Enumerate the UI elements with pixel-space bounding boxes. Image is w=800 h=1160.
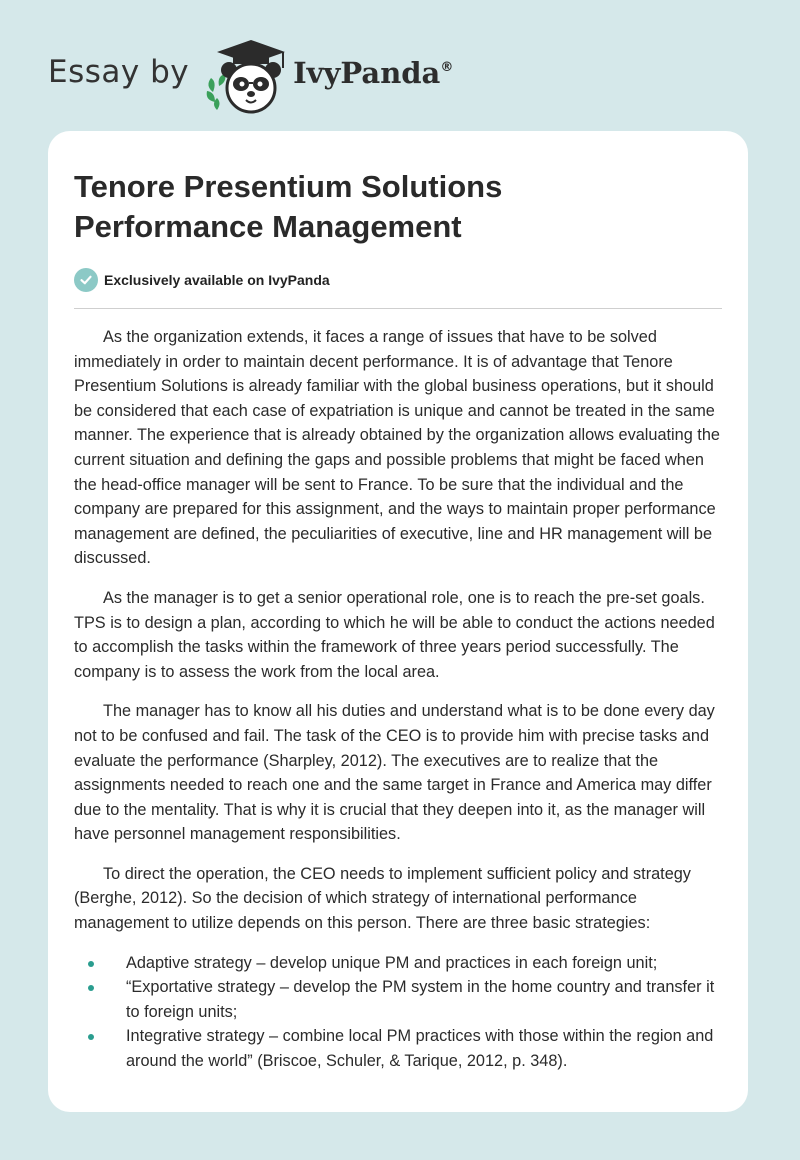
exclusive-badge (74, 268, 722, 292)
page-title (74, 167, 722, 247)
paragraph: To direct the operation, the CEO needs to implement sufficient policy and strategy (Berghe, 2012). So the decision of which strategy of international performance management to utilize depends on this person. There are three basic strategies: (74, 864, 691, 933)
list-item (74, 975, 722, 1024)
essay-body (74, 325, 722, 1074)
registered-mark: ® (440, 60, 454, 75)
check-circle-icon (74, 268, 98, 292)
paragraph: As the manager is to get a senior operational role, one is to reach the pre-set goals. TPS is to design a plan, according to which he will be able to conduct the actions needed to accomplish the tasks within the framework of three years period successfully. The company is to assess the work from the local area. (74, 588, 715, 681)
badge-text: Exclusively available on IvyPanda (104, 272, 330, 288)
list-item-text: “Exportative strategy – develop the PM system in the home country and transfer it to foreign units; (126, 978, 715, 1021)
essay-card (48, 131, 748, 1112)
strategy-list (74, 951, 722, 1074)
paragraph: As the organization extends, it faces a range of issues that have to be solved immediately in order to maintain decent performance. It is of advantage that Tenore Presentium Solutions is already familiar with the global business operations, but it should be considered that each case of expatriation is unique and cannot be treated in the same manner. The experience that is already obtained by the organization allows evaluating the current situation and defining the gaps and possible problems that might be faced when the head-office manager will be sent to France. To be sure that the individual and the company are prepared for this assignment, and the ways to maintain proper performance management are defined, the peculiarities of executive, line and HR management will be discussed. (74, 328, 720, 568)
brand-prefix: Essay by (48, 54, 190, 90)
list-item (74, 951, 722, 976)
paragraph: The manager has to know all his duties and understand what is to be done every day not to be confused and fail. The task of the CEO is to provide him with precise tasks and evaluate the performance (Sharpley, 2012). The executives are to realize that the assignments needed to reach one and the same target in France and America may differ due to the mentality. That is why it is crucial that they deepen into it, as the manager will have personnel management responsibilities. (74, 702, 715, 844)
brand-header[interactable] (48, 36, 453, 116)
panda-graduate-icon (203, 36, 289, 116)
title-line-1: Tenore Presentium Solutions (74, 169, 503, 204)
list-item (74, 1024, 722, 1073)
bullet-dot-icon (88, 961, 94, 967)
list-item-text: Adaptive strategy – develop unique PM and practices in each foreign unit; (126, 953, 658, 972)
title-line-2: Performance Management (74, 209, 462, 244)
bullet-dot-icon (88, 1034, 94, 1040)
divider (74, 308, 722, 309)
bullet-dot-icon (88, 985, 94, 991)
list-item-text: Integrative strategy – combine local PM practices with those within the region and around the world” (Briscoe, Schuler, & Tarique, 2012, p. 348). (126, 1027, 714, 1071)
brand-name: IvyPanda® (293, 56, 454, 90)
